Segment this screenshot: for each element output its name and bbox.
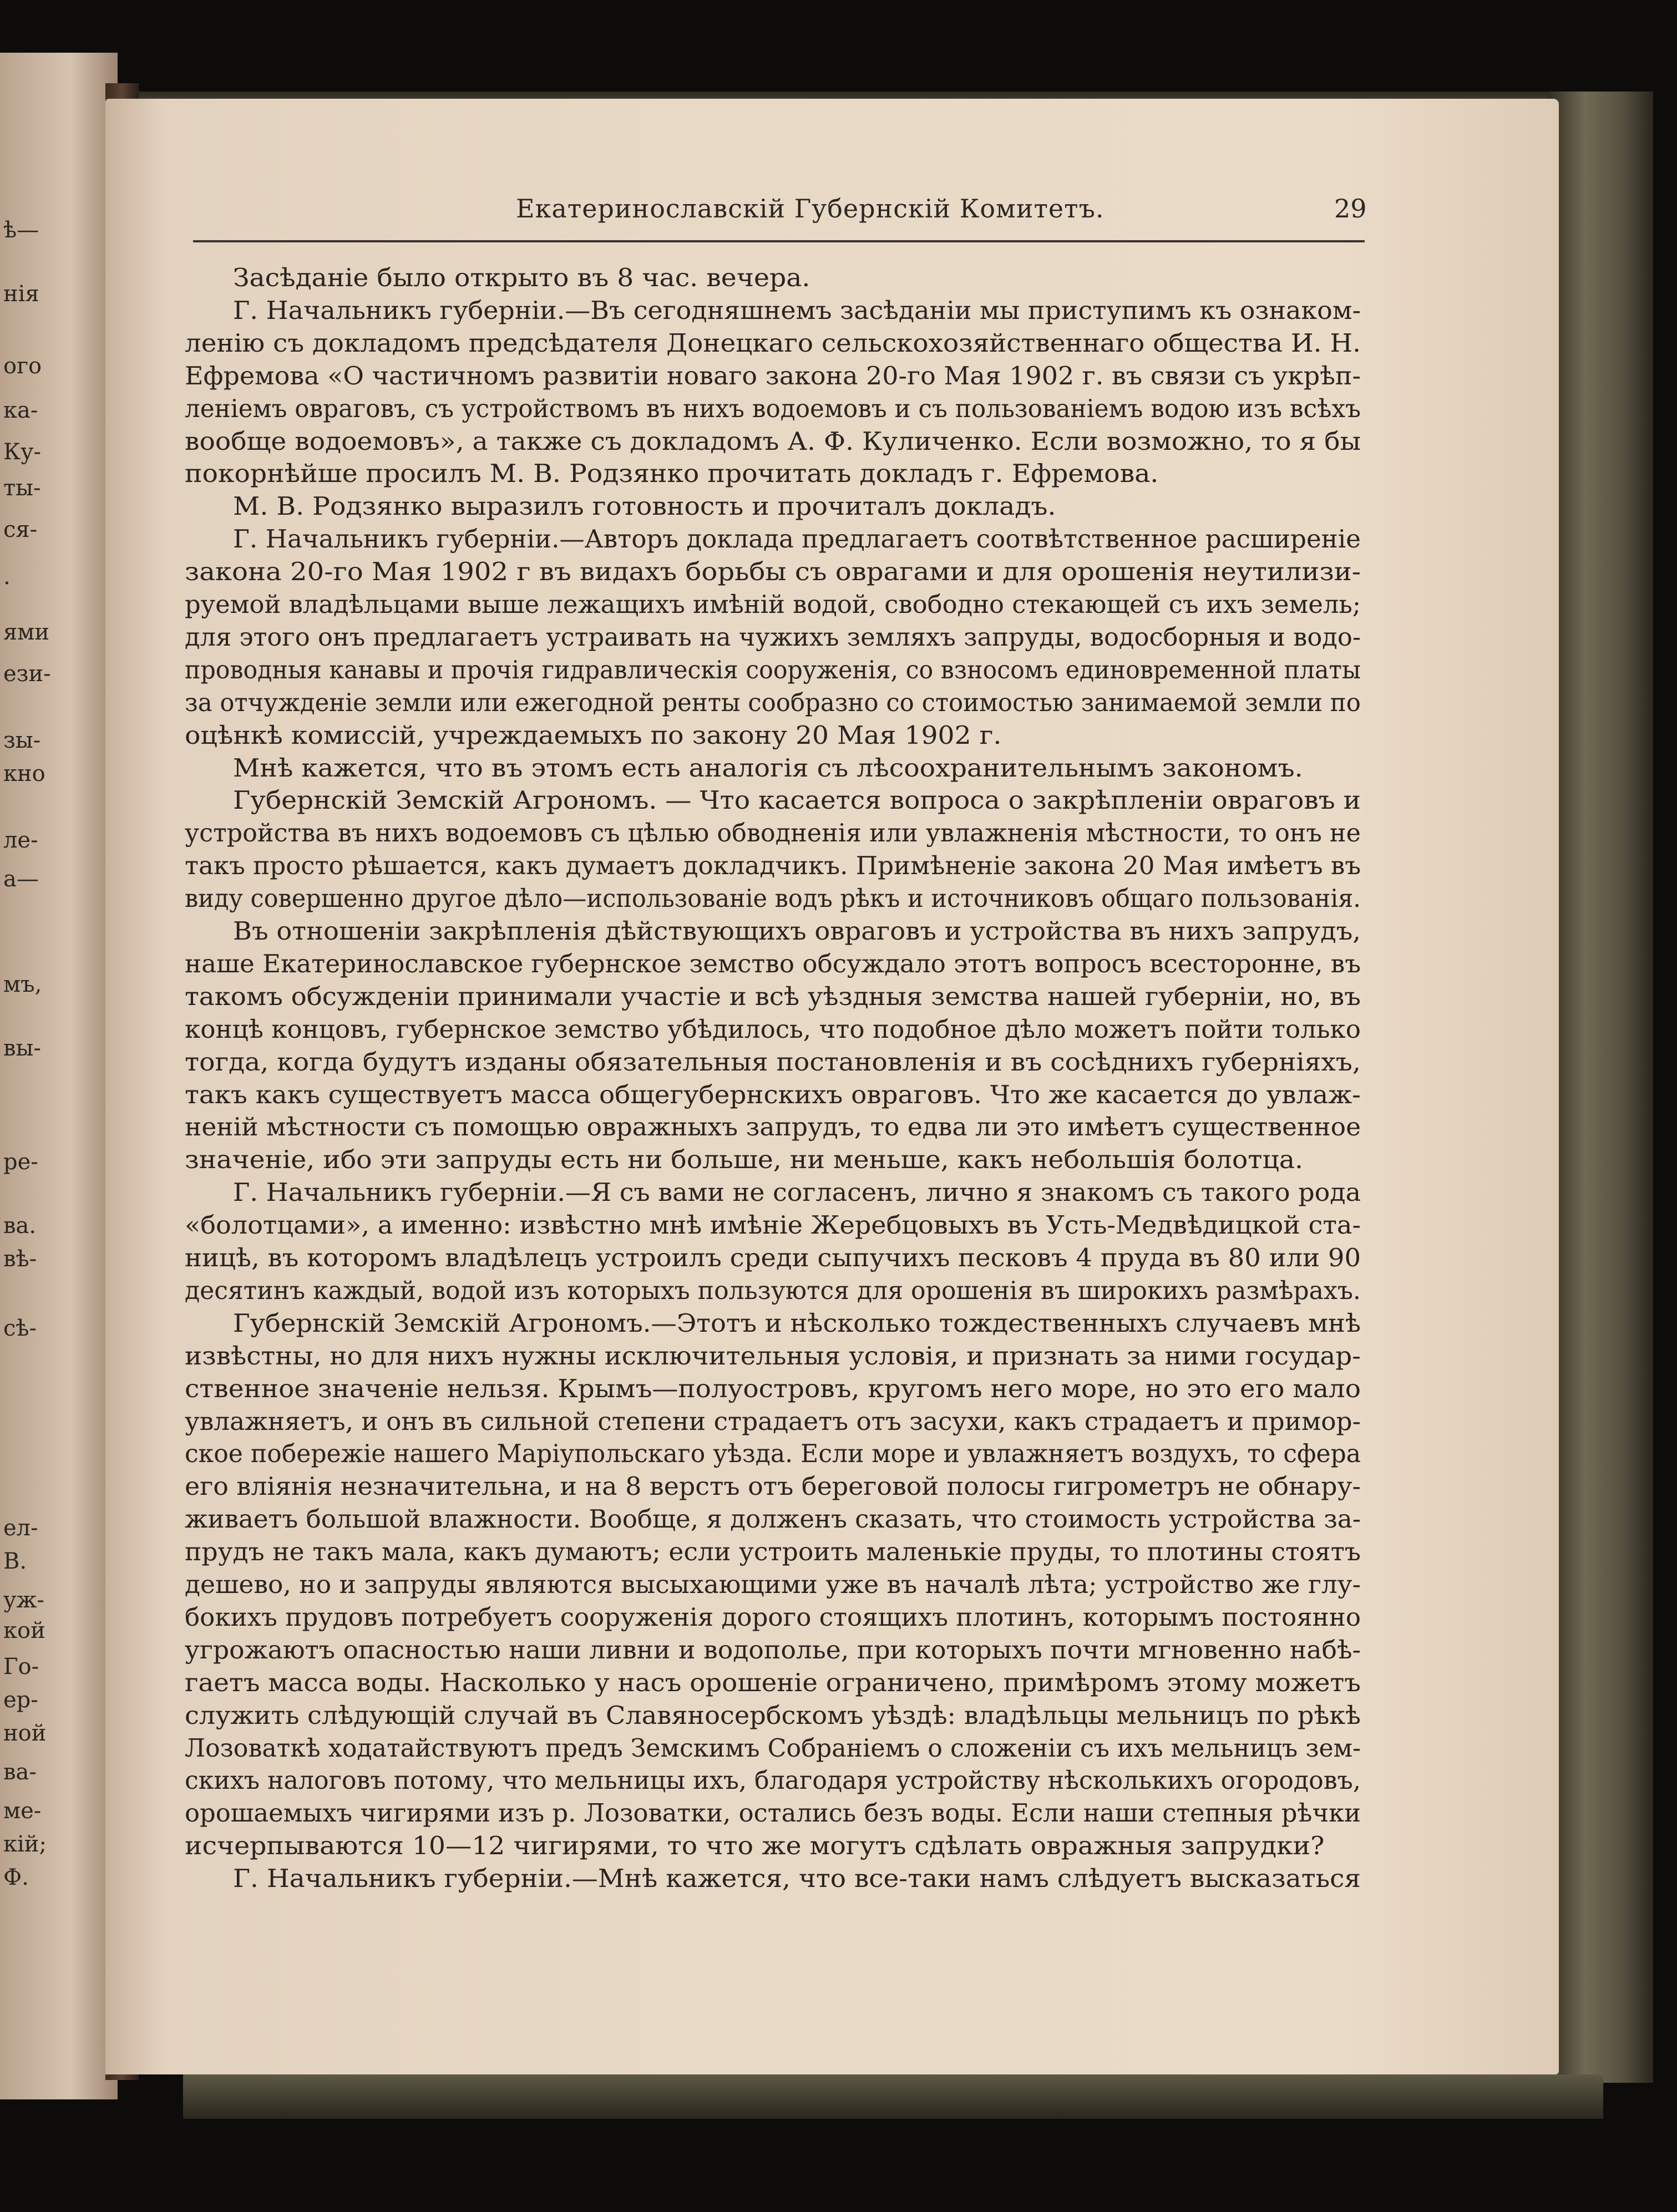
text-line: Ефремова «О частичномъ развитіи новаго закона 20-го Мая 1902 г. въ связи съ укрѣп- [185,361,1361,390]
text-line: значеніе, ибо эти запруды есть ни больше, ни меньше, какъ небольшія болотца. [185,1145,1304,1174]
text-line: Г. Начальникъ губерніи.—Я съ вами не согласенъ, лично я знакомъ съ такого рода [233,1178,1361,1207]
left-page-fragment: ка- [3,398,38,423]
text-line: прудъ не такъ мала, какъ думаютъ; если устроить маленькіе пруды, то плотины стоятъ [185,1537,1361,1566]
left-page-fragment: ер- [3,1687,38,1713]
text-line: бокихъ прудовъ потребуетъ сооруженія дорого стоящихъ плотинъ, которымъ постоянно [185,1602,1361,1632]
text-line: Въ отношеніи закрѣпленія дѣйствующихъ овраговъ и устройства въ нихъ запрудъ, [233,916,1361,946]
left-page-fragment: ва. [3,1213,37,1239]
text-line: служить слѣдующій случай въ Славяносербскомъ уѣздѣ: владѣльцы мельницъ по рѣкѣ [185,1701,1361,1730]
left-page-fragment: ого [3,353,42,379]
text-line: десятинъ каждый, водой изъ которыхъ пользуются для орошенія въ широкихъ размѣрахъ. [185,1276,1361,1305]
page-number: 29 [1334,194,1367,224]
left-page-fragment: ези- [3,661,51,687]
text-line: его вліянія незначительна, и на 8 верстъ отъ береговой полосы гигрометръ не обнару- [185,1472,1361,1501]
left-page-fragment: вы- [3,1036,41,1061]
left-page-fragment: кой [3,1618,45,1643]
left-page-edge [0,53,118,2099]
left-page-fragment: Ку- [3,439,42,465]
text-line: Губернскій Земскій Агрономъ. — Что касается вопроса о закрѣпленіи овраговъ и [233,785,1361,815]
left-page-fragment: нія [3,281,39,307]
text-line: орошаемыхъ чигирями изъ р. Лозоватки, остались безъ воды. Если наши степныя рѣчки [185,1798,1361,1828]
left-page-fragment: сѣ- [3,1316,37,1341]
left-page-fragment: ва- [3,1759,37,1785]
left-page-fragment: ями [3,620,50,645]
text-line: устройства въ нихъ водоемовъ съ цѣлью обводненія или увлажненія мѣстности, то онъ не [185,818,1361,848]
text-line: исчерпываются 10—12 чигирями, то что же могутъ сдѣлать овражныя запрудки? [185,1831,1325,1860]
left-page-fragment: а— [3,866,39,892]
text-line: скихъ налоговъ потому, что мельницы ихъ, благодаря устройству нѣсколькихъ огородовъ, [185,1765,1361,1795]
text-line: такъ просто рѣшается, какъ думаетъ докладчикъ. Примѣненіе закона 20 Мая имѣетъ въ [185,851,1361,880]
left-page-fragment: ся- [3,517,38,542]
text-line: гаетъ масса воды. Насколько у насъ орошеніе ограничено, примѣромъ этому можетъ [185,1668,1361,1697]
text-line: Г. Начальникъ губерніи.—Мнѣ кажется, что все-таки намъ слѣдуетъ высказаться [233,1864,1361,1893]
text-line: ское побережіе нашего Маріупольскаго уѣзда. Если море и увлажняетъ воздухъ, то сфера [185,1439,1361,1468]
text-line: виду совершенно другое дѣло—использованіе водъ рѣкъ и источниковъ общаго пользованія. [185,884,1361,913]
left-page-fragment: ре- [3,1149,38,1175]
left-page-fragment: Ф. [3,1865,29,1890]
text-line: Г. Начальникъ губерніи.—Авторъ доклада предлагаетъ соотвѣтственное расширеніе [233,524,1361,554]
text-line: леніемъ овраговъ, съ устройствомъ въ нихъ водоемовъ и съ пользованіемъ водою изъ всѣхъ [185,394,1361,423]
running-head: Екатеринославскій Губернскій Комитетъ. [516,194,1105,224]
text-line: закона 20-го Мая 1902 г въ видахъ борьбы съ оврагами и для орошенія неутилизи- [185,557,1361,586]
text-line: тогда, когда будутъ изданы обязательныя постановленія и въ сосѣднихъ губерніяхъ, [185,1047,1361,1077]
text-line: дешево, но и запруды являются высыхающими уже въ началѣ лѣта; устройство же глу- [185,1570,1361,1599]
text-line: вообще водоемовъ», а также съ докладомъ А. Ф. Куличенко. Если возможно, то я бы [185,427,1361,456]
text-line: Засѣданіе было открыто въ 8 час. вечера. [233,263,810,292]
left-page-fragment: ѣ— [3,217,39,243]
left-page-fragment: . [3,564,11,590]
text-line: неній мѣстности съ помощью овражныхъ запрудъ, то едва ли это имѣетъ существенное [185,1112,1361,1141]
text-line: ленію съ докладомъ предсѣдателя Донецкаго сельскохозяйственнаго общества И. Н. [185,328,1361,358]
text-line: ницѣ, въ которомъ владѣлецъ устроилъ среди сыпучихъ песковъ 4 пруда въ 80 или 90 [185,1243,1361,1272]
left-page-fragment: ле- [3,828,38,853]
left-page-fragment: ме- [3,1798,42,1824]
text-line: Лозоваткѣ ходатайствуютъ предъ Земскимъ Собраніемъ о сложеніи съ ихъ мельницъ зем- [185,1733,1361,1763]
text-line: за отчужденіе земли или ежегодной ренты сообразно со стоимостью занимаемой земли по [185,688,1361,717]
text-line: такомъ обсужденіи принимали участіе и всѣ уѣздныя земства нашей губерніи, но, въ [185,982,1361,1011]
text-line: угрожаютъ опасностью наши ливни и водополье, при которыхъ почти мгновенно набѣ- [185,1635,1361,1665]
binding-board-right [1548,92,1653,2083]
binding-board-bottom [183,2074,1603,2119]
text-line: извѣстны, но для нихъ нужны исключительныя условія, и признать за ними государ- [185,1341,1361,1371]
text-line: Г. Начальникъ губерніи.—Въ сегодняшнемъ засѣданіи мы приступимъ къ ознаком- [233,296,1361,325]
text-line: такъ какъ существуетъ масса общегубернскихъ овраговъ. Что же касается до увлаж- [185,1080,1361,1109]
text-line: М. В. Родзянко выразилъ готовность и прочиталъ докладъ. [233,491,1056,521]
text-line: руемой владѣльцами выше лежащихъ имѣній водой, свободно стекающей съ ихъ земель; [185,590,1361,619]
left-page-fragment: Го- [3,1654,39,1680]
text-line: оцѣнкѣ комиссій, учреждаемыхъ по закону 20 Мая 1902 г. [185,721,1002,750]
text-line: увлажняетъ, и онъ въ сильной степени страдаетъ отъ засухи, какъ страдаетъ и примор- [185,1407,1361,1436]
text-line: покорнѣйше просилъ М. В. Родзянко прочитать докладъ г. Ефремова. [185,459,1159,488]
header-rule [193,240,1365,242]
text-line: живаетъ большой влажности. Вообще, я долженъ сказать, что стоимость устройства за- [185,1504,1361,1534]
left-page-fragment: вѣ- [3,1246,37,1272]
left-page-fragment: ты- [3,475,41,501]
left-page-fragment: ел- [3,1515,38,1541]
text-line: концѣ концовъ, губернское земство убѣдилось, что подобное дѣло можетъ пойти только [185,1014,1361,1044]
text-line: наше Екатеринославское губернское земство обсуждало этотъ вопросъ всесторонне, въ [185,949,1361,978]
left-page-fragment: мъ, [3,972,42,997]
left-page-fragment: кно [3,761,45,787]
text-line: ственное значеніе нельзя. Крымъ—полуостровъ, кругомъ него море, но это его мало [185,1374,1361,1403]
text-line: для этого онъ предлагаетъ устраивать на чужихъ земляхъ запруды, водосборныя и водо- [185,622,1361,652]
text-line: Губернскій Земскій Агрономъ.—Этотъ и нѣсколько тождественныхъ случаевъ мнѣ [233,1308,1361,1338]
left-page-fragment: уж- [3,1587,44,1613]
text-line: проводныя канавы и прочія гидравлическія сооруженія, со взносомъ единовременной платы [185,655,1361,684]
left-page-fragment: кій; [3,1832,47,1857]
left-page-fragment: зы- [3,728,41,753]
left-page-fragment: В. [3,1549,27,1574]
text-line: Мнѣ кажется, что въ этомъ есть аналогія съ лѣсоохранительнымъ закономъ. [233,753,1303,783]
left-page-fragment: ной [3,1721,47,1746]
text-line: «болотцами», а именно: извѣстно мнѣ имѣніе Жеребцовыхъ въ Усть-Медвѣдицкой ста- [185,1210,1361,1240]
